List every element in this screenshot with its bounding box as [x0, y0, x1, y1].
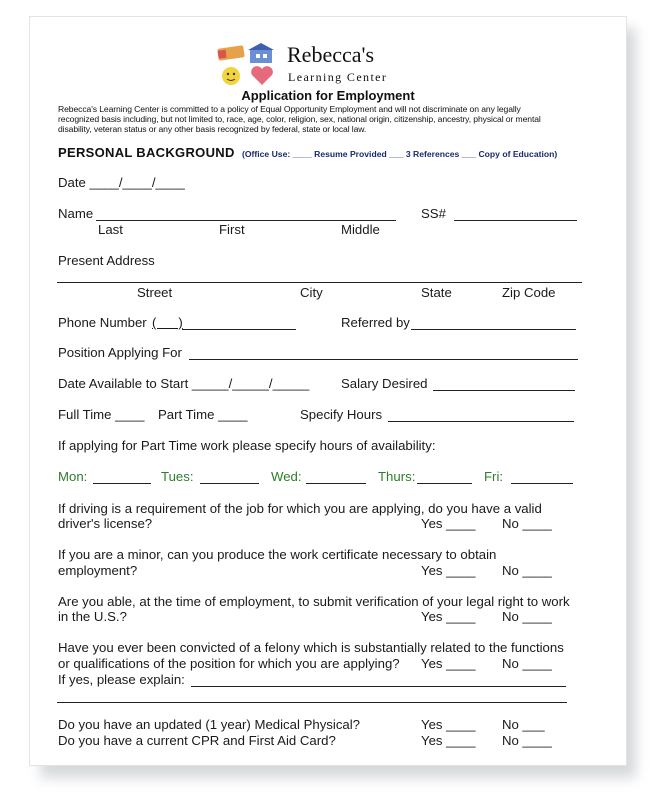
date-field[interactable]: Date ____/____/____: [58, 175, 185, 190]
day-tues-label: Tues:: [161, 469, 194, 484]
question-felony-yes[interactable]: Yes ____: [421, 656, 476, 671]
day-wed-input-line[interactable]: [306, 483, 366, 484]
question-felony-line-1: Have you ever been convicted of a felony which is substantially related to the functions: [58, 640, 564, 655]
explain-input-line-2[interactable]: [57, 702, 567, 703]
full-time-field[interactable]: Full Time ____: [58, 407, 145, 422]
day-mon-label: Mon:: [58, 469, 88, 484]
referred-by-input-line[interactable]: [411, 329, 576, 330]
question-cpr: Do you have a current CPR and First Aid Card?: [58, 733, 336, 748]
question-felony-line-2: or qualifications of the position for which you are applying?: [58, 656, 400, 671]
question-cpr-yes[interactable]: Yes ____: [421, 733, 476, 748]
address-part-zip: Zip Code: [502, 285, 556, 300]
day-wed-label: Wed:: [271, 469, 302, 484]
intro-line-3: disability, veteran status or any other basis recognized by federal, state or local law.: [58, 124, 367, 134]
question-verification-no[interactable]: No ____: [502, 609, 552, 624]
intro-line-2: recognized basis including, but not limited to, race, age, color, religion, sex, national origin, citizenship, ancestry, physical or mental: [58, 114, 541, 124]
question-minor-line-1: If you are a minor, can you produce the work certificate necessary to obtain: [58, 547, 497, 562]
question-medical: Do you have an updated (1 year) Medical Physical?: [58, 717, 361, 732]
day-fri-input-line[interactable]: [511, 483, 573, 484]
phone-input-line[interactable]: [182, 329, 296, 330]
question-minor-no[interactable]: No ____: [502, 563, 552, 578]
part-time-field[interactable]: Part Time ____: [158, 407, 248, 422]
pencil-icon: [217, 45, 244, 61]
house-icon: [248, 43, 274, 63]
address-part-state: State: [421, 285, 452, 300]
question-medical-no[interactable]: No ___: [502, 717, 545, 732]
logo-mark: [216, 43, 278, 87]
question-driving-line-2: driver's license?: [58, 516, 153, 531]
name-part-last: Last: [98, 222, 123, 237]
application-page: [29, 16, 627, 766]
logo-subtitle: Learning Center: [288, 70, 388, 84]
name-label: Name: [58, 206, 94, 221]
section-heading: PERSONAL BACKGROUND: [58, 145, 235, 160]
specify-hours-label: Specify Hours: [300, 407, 383, 422]
ssn-input-line[interactable]: [454, 220, 577, 221]
intro-line-1: Rebecca's Learning Center is committed to a policy of Equal Opportunity Employment and will not discriminate on any legally: [58, 104, 521, 114]
office-use-note: (Office Use: ____ Resume Provided ___ 3 References ___ Copy of Education): [242, 149, 558, 159]
name-input-line[interactable]: [96, 220, 396, 221]
phone-area-code[interactable]: ( ): [152, 315, 183, 330]
present-address-label: Present Address: [58, 253, 155, 268]
explain-input-line-1[interactable]: [191, 686, 566, 687]
sun-icon: [222, 67, 240, 85]
date-available-field[interactable]: Date Available to Start _____/_____/_____: [58, 376, 310, 391]
availability-prompt: If applying for Part Time work please specify hours of availability:: [58, 438, 436, 453]
day-thurs-label: Thurs:: [378, 469, 416, 484]
question-driving-yes[interactable]: Yes ____: [421, 516, 476, 531]
question-minor-line-2: employment?: [58, 563, 138, 578]
day-thurs-input-line[interactable]: [417, 483, 472, 484]
name-part-middle: Middle: [341, 222, 380, 237]
question-cpr-no[interactable]: No ____: [502, 733, 552, 748]
question-felony-no[interactable]: No ____: [502, 656, 552, 671]
question-minor-yes[interactable]: Yes ____: [421, 563, 476, 578]
address-input-line[interactable]: [57, 282, 582, 283]
question-driving-no[interactable]: No ____: [502, 516, 552, 531]
day-mon-input-line[interactable]: [93, 483, 151, 484]
name-part-first: First: [219, 222, 245, 237]
address-part-street: Street: [137, 285, 173, 300]
question-medical-yes[interactable]: Yes ____: [421, 717, 476, 732]
address-part-city: City: [300, 285, 323, 300]
heart-icon: [251, 66, 273, 85]
question-driving-line-1: If driving is a requirement of the job for which you are applying, do you have a valid: [58, 501, 542, 516]
page-title: Application for Employment: [241, 88, 415, 103]
question-verification-yes[interactable]: Yes ____: [421, 609, 476, 624]
position-label: Position Applying For: [58, 345, 182, 360]
explain-label: If yes, please explain:: [58, 672, 185, 687]
question-verification-line-1: Are you able, at the time of employment, to submit verification of your legal right to work: [58, 594, 570, 609]
logo-name: Rebecca's: [287, 42, 375, 67]
question-verification-line-2: in the U.S.?: [58, 609, 127, 624]
referred-by-label: Referred by: [341, 315, 410, 330]
salary-input-line[interactable]: [433, 390, 575, 391]
position-input-line[interactable]: [189, 359, 578, 360]
day-tues-input-line[interactable]: [200, 483, 259, 484]
specify-hours-input-line[interactable]: [388, 421, 574, 422]
day-fri-label: Fri:: [484, 469, 504, 484]
ssn-label: SS#: [421, 206, 446, 221]
salary-label: Salary Desired: [341, 376, 428, 391]
phone-label: Phone Number: [58, 315, 147, 330]
